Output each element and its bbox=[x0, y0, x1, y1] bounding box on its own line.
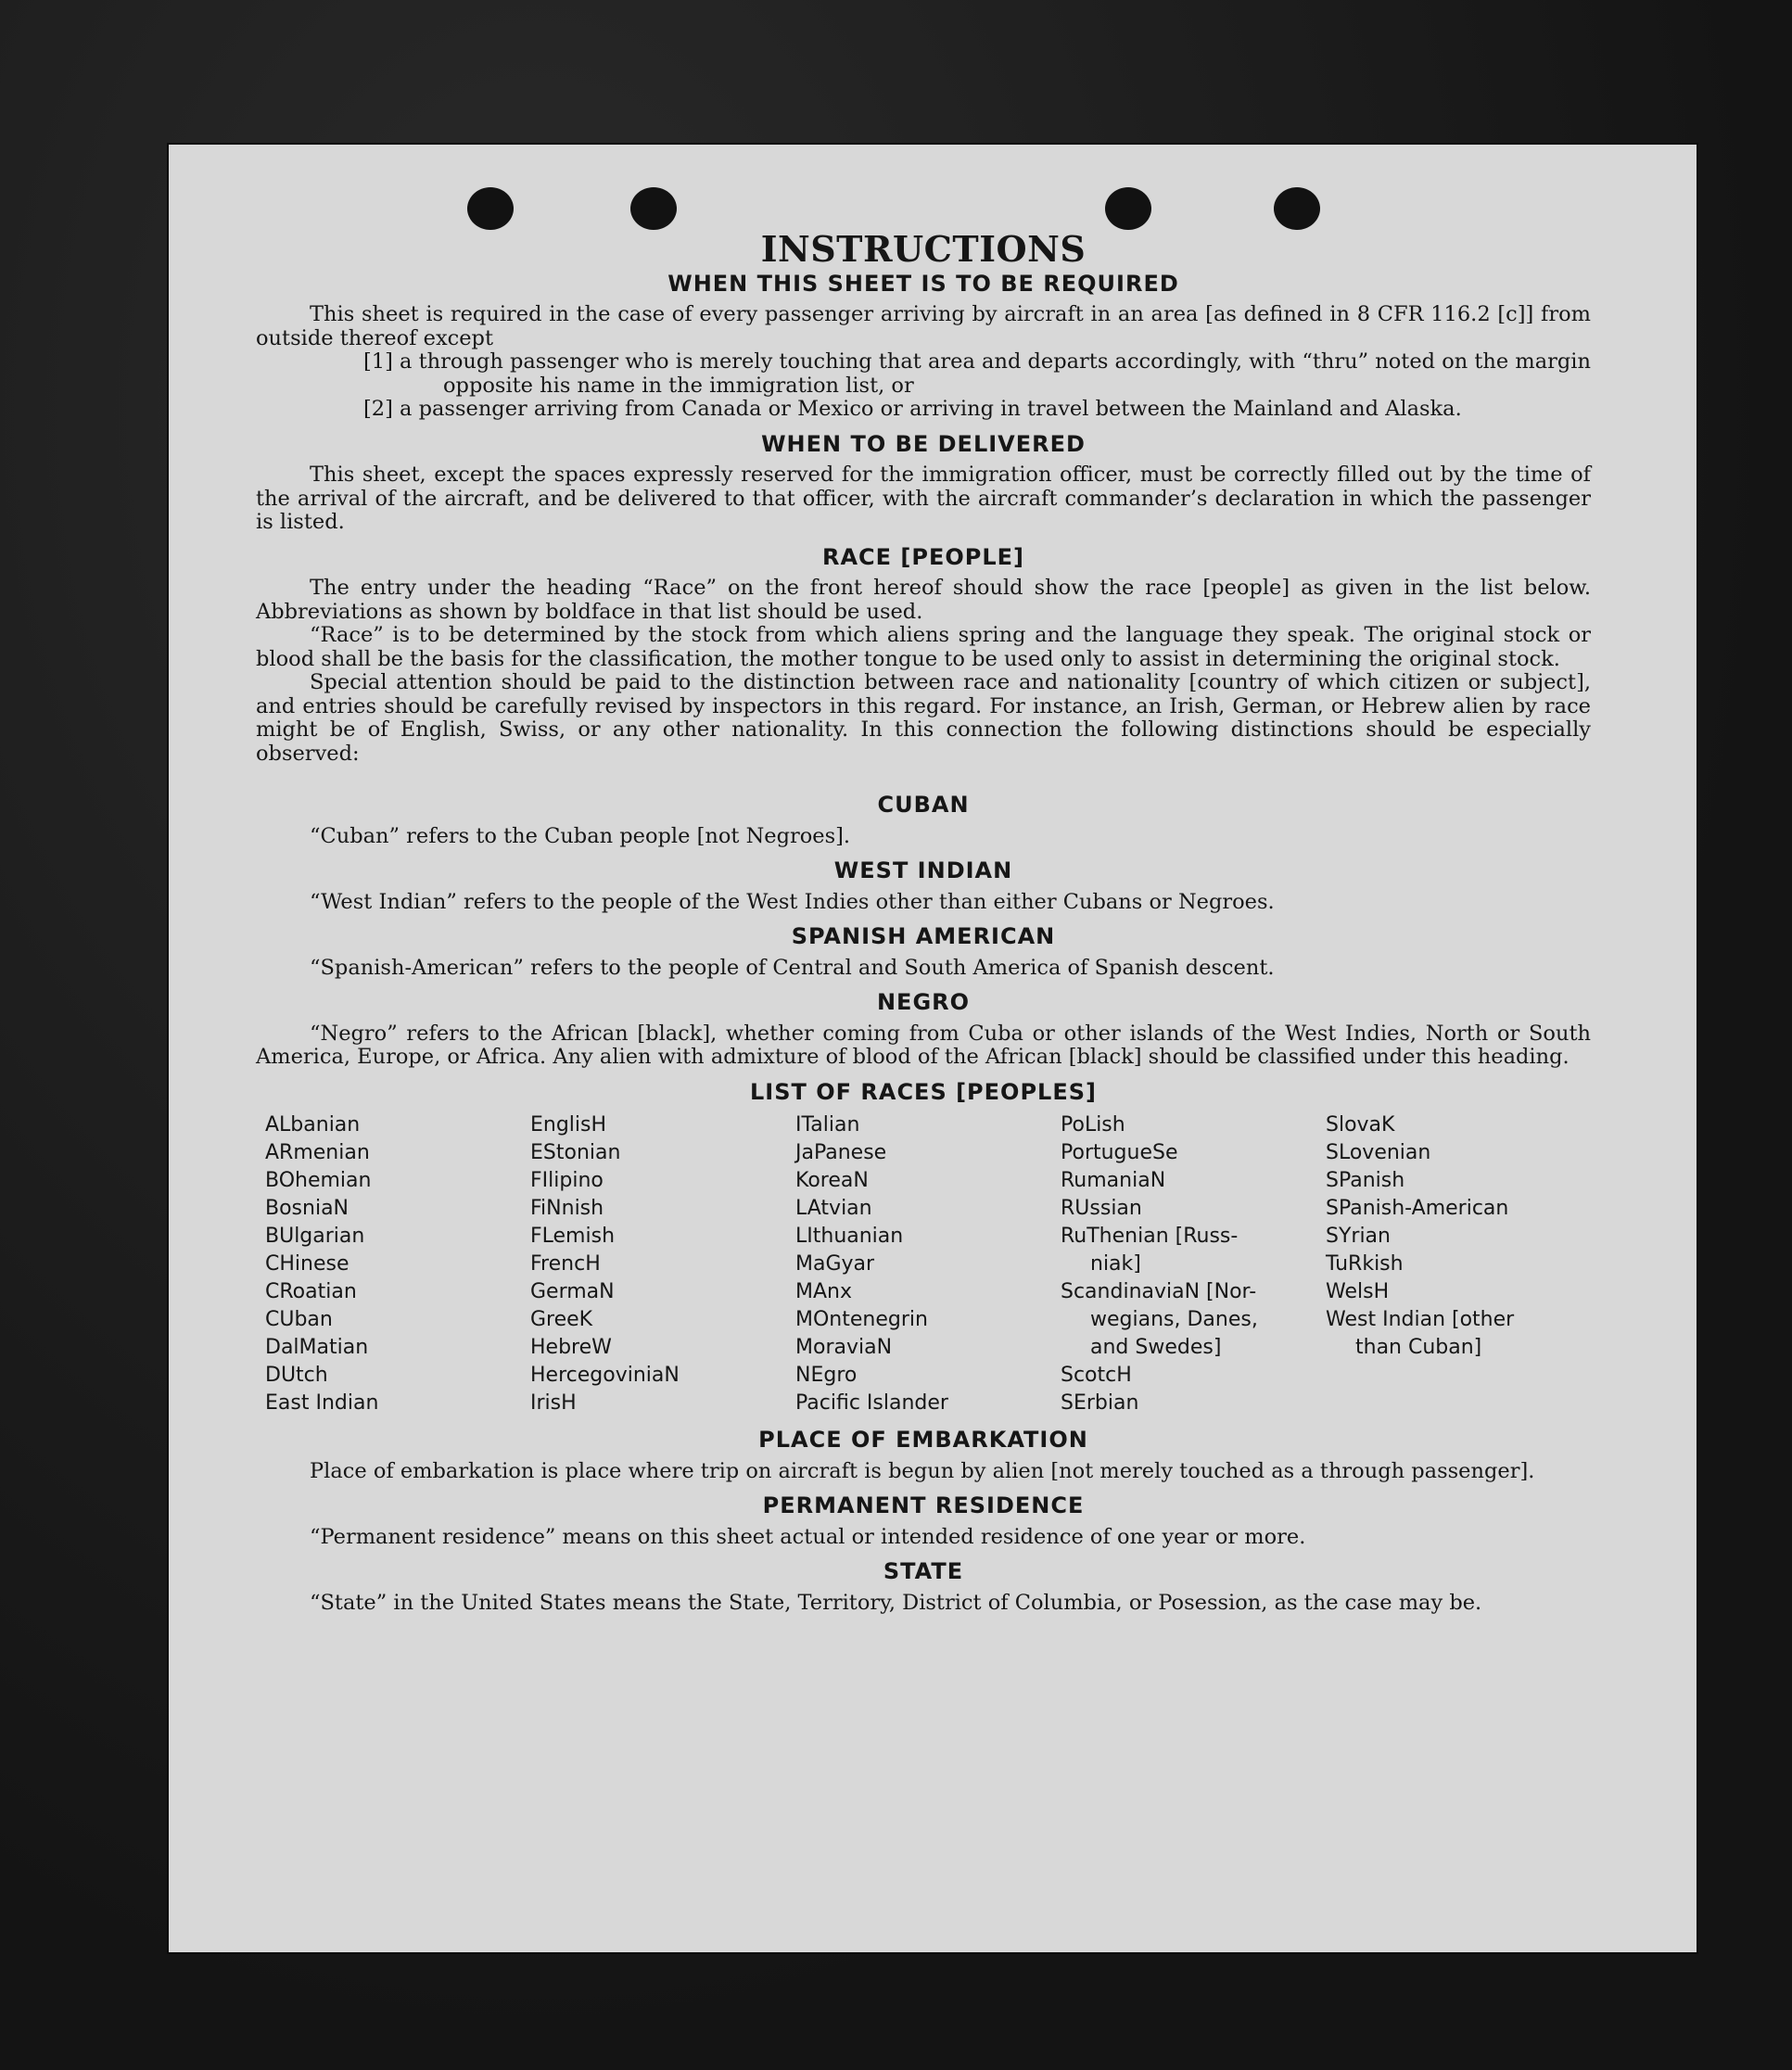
delivered-body: This sheet, except the spaces expressly reserved for the immigration officer, must be correctly filled out by the time of the arrival of the aircraft, and be delivered to that officer, with the aircraft commander’s declaration in which the passenger is listed. bbox=[256, 463, 1591, 534]
race-entry: FIlipino bbox=[530, 1169, 604, 1192]
page-title: INSTRUCTIONS bbox=[760, 228, 1087, 270]
race-column bbox=[1326, 1111, 1591, 1417]
race-entry: West Indian [other bbox=[1326, 1308, 1515, 1331]
race-entry: GermaN bbox=[530, 1280, 615, 1303]
race-entry: HebreW bbox=[530, 1336, 612, 1359]
race-entry: EStonian bbox=[530, 1141, 621, 1164]
race-entry: CHinese bbox=[265, 1252, 350, 1276]
punch-hole bbox=[1274, 187, 1320, 230]
race-entry: DalMatian bbox=[265, 1336, 369, 1359]
race-entry: LAtvian bbox=[795, 1197, 872, 1220]
race-entry: FiNnish bbox=[530, 1197, 604, 1220]
race-entry: ScotcH bbox=[1061, 1364, 1132, 1387]
required-exception-1: [1] a through passenger who is merely touching that area and departs accordingly, with “thru” noted on the margin opposite his name in the immigration list, or bbox=[363, 349, 1591, 398]
race-entry: MaGyar bbox=[795, 1252, 875, 1276]
race-entry: CRoatian bbox=[265, 1280, 357, 1303]
race-paragraph-2: “Race” is to be determined by the stock from which aliens spring and the language they speak. The original stock or blood shall be the basis for the classification, the mother tongue to be used only to assist in determining the original stock. bbox=[256, 623, 1591, 671]
race-entry: PortugueSe bbox=[1061, 1141, 1178, 1164]
section-heading-cuban: CUBAN bbox=[877, 792, 970, 818]
race-entry: than Cuban] bbox=[1355, 1336, 1482, 1359]
race-entry: BosniaN bbox=[265, 1197, 350, 1220]
race-entry: MoraviaN bbox=[795, 1336, 893, 1359]
race-entry: FrencH bbox=[530, 1252, 601, 1276]
residence-body: “Permanent residence” means on this sheet actual or intended residence of one year or more. bbox=[310, 1524, 1306, 1549]
section-heading-spanish-american: SPANISH AMERICAN bbox=[791, 923, 1056, 949]
section-heading-delivered: WHEN TO BE DELIVERED bbox=[761, 430, 1086, 457]
race-entry: and Swedes] bbox=[1090, 1336, 1222, 1359]
race-entry: JaPanese bbox=[795, 1141, 887, 1164]
race-list bbox=[265, 1111, 1591, 1417]
punch-hole bbox=[630, 187, 677, 230]
punch-hole bbox=[1105, 187, 1151, 230]
race-paragraph-3: Special attention should be paid to the distinction between race and nationality [country of which citizen or subject], and entries should be carefully revised by inspectors in this regard. For instance, an Irish, German, or Hebrew alien by race might be of English, Swiss, or any other nationality. In this connection the following distinctions should be especially observed: bbox=[256, 670, 1591, 766]
race-entry: IrisH bbox=[530, 1391, 577, 1415]
race-entry: HercegoviniaN bbox=[530, 1364, 680, 1387]
race-entry: ITalian bbox=[795, 1113, 860, 1137]
race-entry: MOntenegrin bbox=[795, 1308, 928, 1331]
required-exception-2: [2] a passenger arriving from Canada or Mexico or arriving in travel between the Mainland and Alaska. bbox=[363, 397, 1462, 421]
race-entry: TuRkish bbox=[1326, 1252, 1404, 1276]
race-entry: SLovenian bbox=[1326, 1141, 1431, 1164]
race-entry: SlovaK bbox=[1326, 1113, 1395, 1137]
race-entry: CUban bbox=[265, 1308, 333, 1331]
section-heading-race: RACE [PEOPLE] bbox=[821, 543, 1025, 570]
race-entry: wegians, Danes, bbox=[1090, 1308, 1258, 1331]
cuban-body: “Cuban” refers to the Cuban people [not Negroes]. bbox=[310, 823, 851, 848]
race-entry: ScandinaviaN [Nor- bbox=[1061, 1280, 1257, 1303]
race-entry: KoreaN bbox=[795, 1169, 869, 1192]
spanish-american-body: “Spanish-American” refers to the people of Central and South America of Spanish descent. bbox=[310, 955, 1275, 980]
instructions-content bbox=[256, 228, 1591, 1615]
race-entry: EnglisH bbox=[530, 1113, 607, 1137]
race-entry: Pacific Islander bbox=[795, 1391, 948, 1415]
race-entry: RuThenian [Russ- bbox=[1061, 1225, 1239, 1248]
race-entry: GreeK bbox=[530, 1308, 593, 1331]
negro-body: “Negro” refers to the African [black], whether coming from Cuba or other islands of the West Indies, North or South America, Europe, or Africa. Any alien with admixture of blood of the African [black] should be classified under this heading. bbox=[256, 1021, 1591, 1069]
section-heading-state: STATE bbox=[883, 1558, 964, 1584]
race-column bbox=[265, 1111, 530, 1417]
state-body: “State” in the United States means the State, Territory, District of Columbia, or Posession, as the case may be. bbox=[310, 1590, 1482, 1615]
section-heading-negro: NEGRO bbox=[876, 989, 971, 1015]
required-body: This sheet is required in the case of every passenger arriving by aircraft in an area [as defined in 8 CFR 116.2 [c]] from outside thereof except bbox=[256, 302, 1591, 350]
section-heading-embarkation: PLACE OF EMBARKATION bbox=[758, 1427, 1088, 1453]
embarkation-body: Place of embarkation is place where trip on aircraft is begun by alien [not merely touched as a through passenger]. bbox=[310, 1458, 1535, 1483]
section-heading-west-indian: WEST INDIAN bbox=[833, 857, 1013, 883]
race-entry: SPanish bbox=[1326, 1169, 1405, 1192]
race-column bbox=[795, 1111, 1061, 1417]
race-entry: FLemish bbox=[530, 1225, 616, 1248]
race-paragraph-1: The entry under the heading “Race” on the front hereof should show the race [people] as given in the list below. Abbreviations as shown by boldface in that list should be used. bbox=[256, 576, 1591, 624]
race-entry: RUssian bbox=[1061, 1197, 1142, 1220]
race-entry: East Indian bbox=[265, 1391, 379, 1415]
race-entry: BUlgarian bbox=[265, 1225, 365, 1248]
race-entry: BOhemian bbox=[265, 1169, 372, 1192]
race-column bbox=[1061, 1111, 1326, 1417]
race-entry: RumaniaN bbox=[1061, 1169, 1166, 1192]
race-entry: ALbanian bbox=[265, 1113, 361, 1137]
race-entry: ARmenian bbox=[265, 1141, 370, 1164]
race-entry: SPanish-American bbox=[1326, 1197, 1509, 1220]
race-entry: niak] bbox=[1090, 1252, 1141, 1276]
race-entry: DUtch bbox=[265, 1364, 328, 1387]
race-entry: SYrian bbox=[1326, 1225, 1391, 1248]
race-entry: LIthuanian bbox=[795, 1225, 904, 1248]
punch-hole bbox=[467, 187, 514, 230]
section-heading-race-list: LIST OF RACES [PEOPLES] bbox=[750, 1078, 1097, 1105]
race-entry: MAnx bbox=[795, 1280, 852, 1303]
race-entry: WelsH bbox=[1326, 1280, 1390, 1303]
race-entry: SErbian bbox=[1061, 1391, 1139, 1415]
race-entry: NEgro bbox=[795, 1364, 858, 1387]
document-page bbox=[169, 145, 1697, 1952]
section-heading-residence: PERMANENT RESIDENCE bbox=[762, 1492, 1085, 1518]
race-column bbox=[530, 1111, 795, 1417]
race-entry: PoLish bbox=[1061, 1113, 1125, 1137]
west-indian-body: “West Indian” refers to the people of the West Indies other than either Cubans or Negroes. bbox=[310, 889, 1275, 914]
section-heading-required: WHEN THIS SHEET IS TO BE REQUIRED bbox=[667, 270, 1179, 297]
